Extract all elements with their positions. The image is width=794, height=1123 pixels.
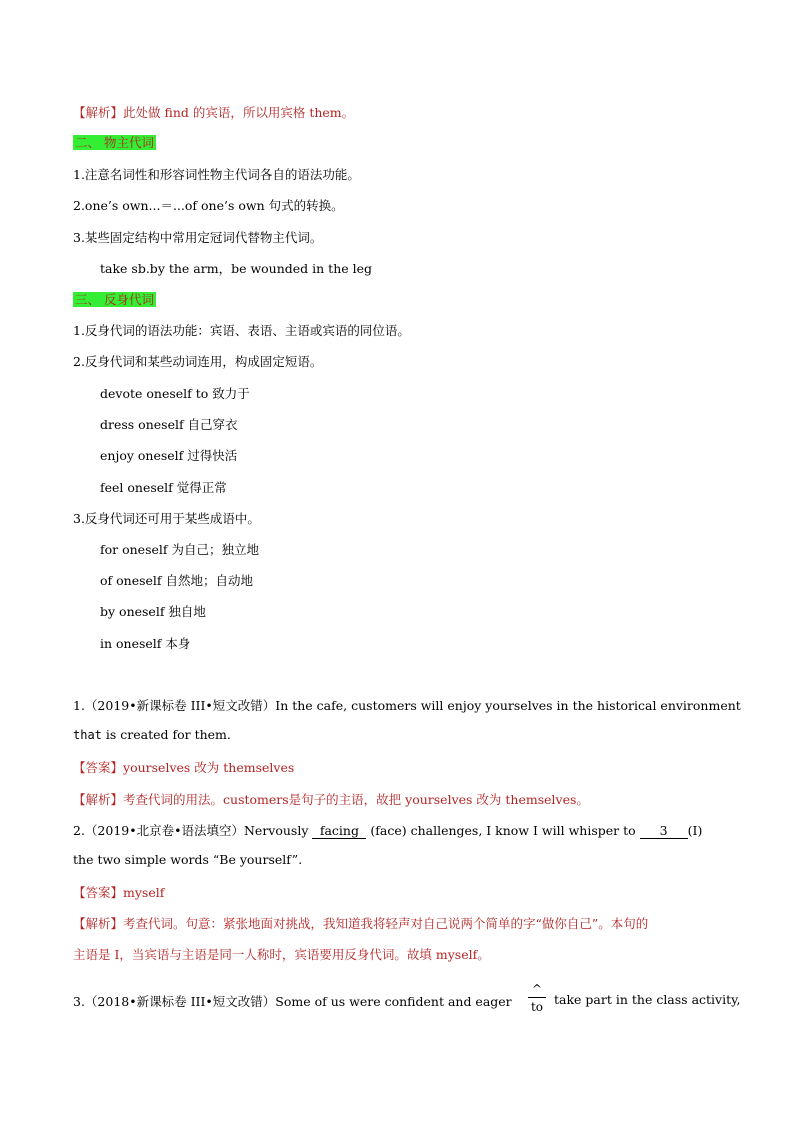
q3-text-b: take part in the class activity, <box>554 992 741 1007</box>
q2-text-cont: the two simple words “Be yourself”. <box>73 852 303 867</box>
q2-analysis-cont: 主语是 I，当宾语与主语是同一人称时，宾语要用反身代词。故填 myself。 <box>73 947 490 962</box>
analysis-text: 考查代词的用法。customers是句子的主语，故把 yourselves 改为 themselves。 <box>123 792 589 807</box>
answer-text: myself <box>123 885 165 900</box>
section2-heading-row <box>73 133 156 151</box>
q2-text-a: 2.（2019•北京卷•语法填空）Nervously <box>73 823 313 838</box>
section2-example: take sb.by the arm，be wounded in the leg <box>100 261 373 276</box>
q2-blank-1: facing <box>312 823 366 839</box>
q2-analysis <box>73 914 648 932</box>
answer-label: 【答案】 <box>73 760 124 775</box>
phrase-item: for oneself 为自己；独立地 <box>100 542 259 557</box>
phrase-item: in oneself 本身 <box>100 636 191 651</box>
section2-point-1: 1.注意名词性和形容词性物主代词各自的语法功能。 <box>73 167 360 182</box>
intro-analysis <box>73 103 354 121</box>
section3-heading: 三、 反身代词 <box>75 292 154 307</box>
analysis-label: 【解析】 <box>73 916 124 931</box>
phrase-item: feel oneself 觉得正常 <box>100 480 227 495</box>
section3-point-3: 3.反身代词还可用于某些成语中。 <box>73 511 260 526</box>
q1-text: 1.（2019•新课标卷 III•短文改错）In the cafe, customers will enjoy yourselves in the historical environment <box>73 698 741 713</box>
q1-text-cont <box>73 727 231 742</box>
section3-point-2: 2.反身代词和某些动词连用，构成固定短语。 <box>73 354 323 369</box>
caret-symbol: ^ <box>531 982 543 996</box>
phrase-item: by oneself 独自地 <box>100 604 206 619</box>
inserted-word: to <box>530 1000 544 1014</box>
answer-text: yourselves 改为 themselves <box>123 760 295 775</box>
phrase-item: enjoy oneself 过得快活 <box>100 448 238 463</box>
q3-text-a: 3.（2018•新课标卷 III•短文改错）Some of us were confident and eager <box>73 994 512 1009</box>
section3-point-1: 1.反身代词的语法功能：宾语、表语、主语或宾语的同位语。 <box>73 323 410 338</box>
phrase-item: dress oneself 自己穿衣 <box>100 417 238 432</box>
q2-text-c: (I) <box>687 823 703 838</box>
analysis-label: 【解析】 <box>73 105 124 120</box>
analysis-text: 此处做 find 的宾语，所以用宾格 them。 <box>123 105 355 120</box>
caret-line <box>528 997 546 998</box>
q2-answer <box>73 883 164 901</box>
analysis-text: 考查代词。句意：紧张地面对挑战，我知道我将轻声对自己说两个简单的字“做你自己”。本句的 <box>123 916 649 931</box>
q1-code-word: that <box>73 728 102 742</box>
q2-blank-2: 3 <box>640 823 688 839</box>
section3-heading-row <box>73 290 156 308</box>
q2-text-b: (face) challenges, I know I will whisper to <box>366 823 640 838</box>
q1-text-rest: is created for them. <box>101 727 231 742</box>
insertion-mark <box>528 982 546 1014</box>
q1-answer <box>73 758 294 776</box>
phrase-item: of oneself 自然地；自动地 <box>100 573 254 588</box>
answer-label: 【答案】 <box>73 885 124 900</box>
phrase-item: devote oneself to 致力于 <box>100 386 250 401</box>
q1-analysis <box>73 790 589 808</box>
section2-point-3: 3.某些固定结构中常用定冠词代替物主代词。 <box>73 230 323 245</box>
q2-text <box>73 821 702 839</box>
section2-point-2: 2.one’s own...＝...of one’s own 句式的转换。 <box>73 198 344 213</box>
section2-heading: 二、 物主代词 <box>75 135 154 150</box>
analysis-label: 【解析】 <box>73 792 124 807</box>
